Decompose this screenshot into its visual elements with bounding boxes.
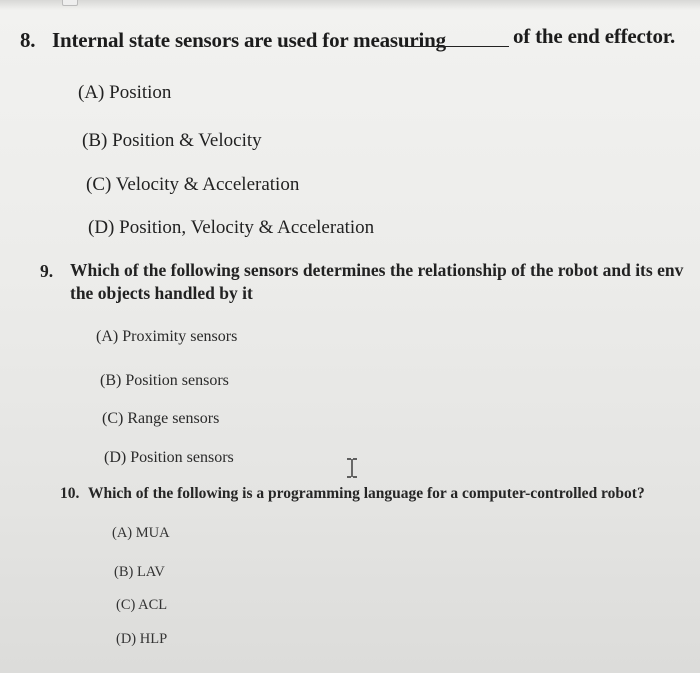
question-10-stem: Which of the following is a programming language for a computer-controlled robot? bbox=[88, 485, 645, 502]
page-top-edge bbox=[0, 0, 700, 10]
question-10-option-a: (A) MUA bbox=[112, 525, 170, 541]
question-9-option-d: (D) Position sensors bbox=[104, 449, 234, 466]
question-8-number: 8. bbox=[20, 28, 36, 52]
question-8-option-d: (D) Position, Velocity & Acceleration bbox=[88, 217, 375, 238]
question-8-option-a: (A) Position bbox=[78, 82, 172, 103]
question-8-blank bbox=[405, 46, 509, 47]
question-10-number: 10. bbox=[60, 485, 80, 502]
question-9-stem-line-1: Which of the following sensors determines the relationship of the robot and its env bbox=[70, 260, 684, 280]
question-10-option-b: (B) LAV bbox=[114, 564, 165, 580]
text-cursor-icon bbox=[345, 458, 359, 478]
page-corner-mark bbox=[62, 0, 78, 6]
question-8-option-c: (C) Velocity & Acceleration bbox=[86, 174, 300, 195]
question-9-stem-line-2: the objects handled by it bbox=[70, 283, 253, 303]
question-9-option-a: (A) Proximity sensors bbox=[96, 328, 238, 345]
question-8-stem: Internal state sensors are used for measuring bbox=[52, 28, 446, 52]
question-10-option-c: (C) ACL bbox=[116, 597, 168, 613]
question-9-number: 9. bbox=[40, 261, 54, 281]
question-10-option-d: (D) HLP bbox=[116, 631, 168, 647]
question-8-option-b: (B) Position & Velocity bbox=[82, 130, 262, 151]
question-9-option-b: (B) Position sensors bbox=[100, 372, 229, 389]
question-9-option-c: (C) Range sensors bbox=[102, 410, 220, 427]
question-8-stem-end: of the end effector. bbox=[513, 24, 676, 48]
